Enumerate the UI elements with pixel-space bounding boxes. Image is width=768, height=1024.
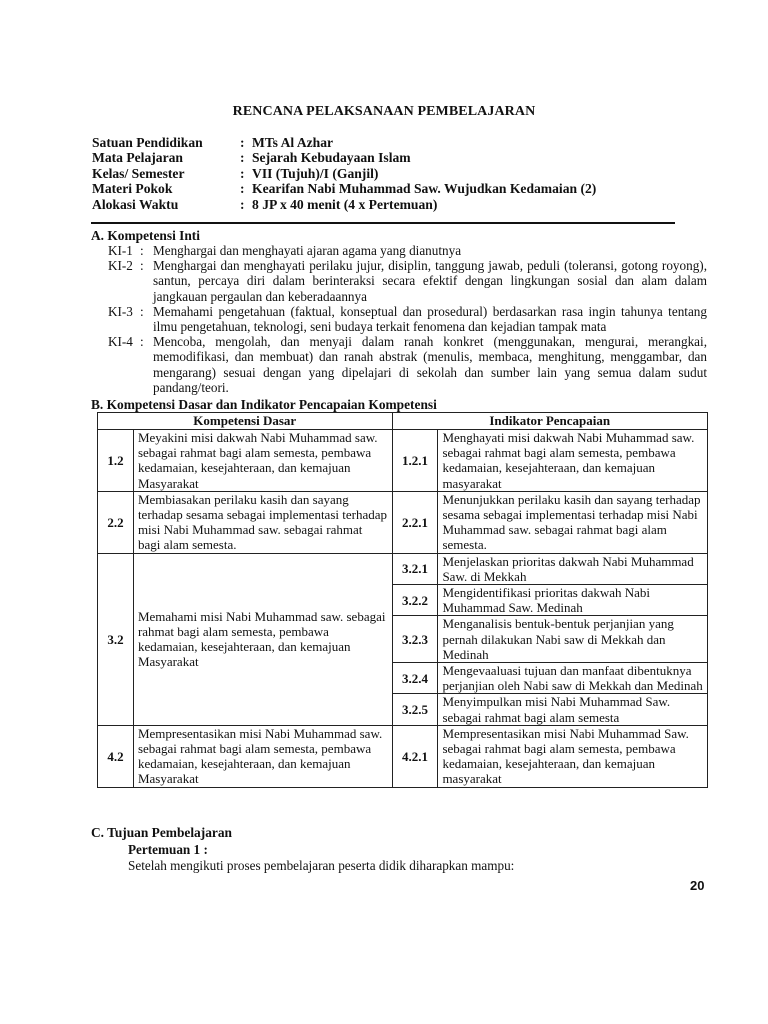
- page-number: 20: [690, 878, 705, 893]
- ki-code: KI-4: [108, 334, 133, 350]
- meta-value: Kearifan Nabi Muhammad Saw. Wujudkan Kedamaian (2): [252, 181, 597, 197]
- indicator-code: 3.2.5: [392, 694, 438, 725]
- indicator-code: 3.2.4: [392, 663, 438, 694]
- header-kompetensi-dasar: Kompetensi Dasar: [98, 413, 393, 430]
- ki-item: [108, 334, 708, 395]
- ki-code: KI-3: [108, 303, 133, 319]
- kd-text: Meyakini misi dakwah Nabi Muhammad saw. sebagai rahmat bagi alam semesta, pembawa kedamaian, kesejahteraan, dan kemajuan Masyarakat: [133, 430, 392, 492]
- indicator-text: Mengidentifikasi prioritas dakwah Nabi Muhammad Saw. Medinah: [438, 585, 708, 616]
- meta-row-mapel: [92, 150, 692, 165]
- meta-label: Mata Pelajaran: [92, 150, 183, 166]
- ki-colon: :: [140, 258, 144, 274]
- ki-item: [108, 304, 708, 334]
- kd-code: 3.2: [98, 553, 134, 725]
- indicator-text: Mempresentasikan misi Nabi Muhammad Saw. sebagai rahmat bagi alam semesta, pembawa kedamaian, kesejahteraan, dan kemajuan masyarakat: [438, 725, 708, 787]
- meta-colon: :: [240, 196, 245, 212]
- indicator-text: Menunjukkan perilaku kasih dan sayang terhadap sesama sebagai implementasi terhadap misi Nabi Muhammad saw. sebagai rahmat bagi alam semesta.: [438, 491, 708, 553]
- ki-colon: :: [140, 334, 144, 350]
- section-heading-b: B. Kompetensi Dasar dan Indikator Pencapaian Kompetensi: [91, 397, 437, 412]
- ki-colon: :: [140, 303, 144, 319]
- meta-value: Sejarah Kebudayaan Islam: [252, 150, 411, 166]
- meta-value: 8 JP x 40 menit (4 x Pertemuan): [252, 196, 438, 212]
- kd-code: 1.2: [98, 430, 134, 492]
- indicator-code: 3.2.3: [392, 616, 438, 663]
- ki-text: Mencoba, mengolah, dan menyaji dalam ranah konkret (menggunakan, mengurai, merangkai, memodifikasi, dan membuat) dan ranah abstrak (menulis, membaca, menghitung, menggambar, dan mengarang) sesuai dengan yang dipelajari di sekolah dan sumber lain yang semua dalam sudut pandang/teori.: [153, 334, 707, 395]
- section-heading-c: C. Tujuan Pembelajaran: [91, 825, 232, 840]
- indicator-text: Menjelaskan prioritas dakwah Nabi Muhammad Saw. di Mekkah: [438, 553, 708, 584]
- ki-text: Memahami pengetahuan (faktual, konseptual dan prosedural) berdasarkan rasa ingin tahunya tentang ilmu pengetahuan, teknologi, seni budaya terkait fenomena dan kejadian tampak mata: [153, 303, 707, 335]
- table-row: [98, 553, 708, 584]
- ki-item: [108, 258, 708, 304]
- table-header-row: [98, 413, 708, 430]
- indicator-code: 2.2.1: [392, 491, 438, 553]
- meta-label: Alokasi Waktu: [92, 196, 179, 212]
- table-row: [98, 430, 708, 492]
- pertemuan-label: Pertemuan 1 :: [128, 842, 208, 857]
- meta-label: Materi Pokok: [92, 181, 173, 197]
- indicator-code: 3.2.2: [392, 585, 438, 616]
- ki-colon: :: [140, 243, 144, 258]
- table-row: [98, 725, 708, 787]
- kd-indicator-table: [97, 412, 708, 788]
- section-heading-a: A. Kompetensi Inti: [91, 228, 200, 243]
- ki-code: KI-1: [108, 243, 133, 258]
- ki-code: KI-2: [108, 258, 133, 274]
- table-row: [98, 491, 708, 553]
- meta-colon: :: [240, 181, 245, 197]
- indicator-text: Menyimpulkan misi Nabi Muhammad Saw. sebagai rahmat bagi alam semesta: [438, 694, 708, 725]
- indicator-code: 3.2.1: [392, 553, 438, 584]
- indicator-text: Menganalisis bentuk-bentuk perjanjian yang pernah dilakukan Nabi saw di Mekkah dan Medinah: [438, 616, 708, 663]
- indicator-text: Mengevaaluasi tujuan dan manfaat dibentuknya perjanjian oleh Nabi saw di Mekkah dan Medinah: [438, 663, 708, 694]
- ki-text: Menghargai dan menghayati perilaku jujur, disiplin, tanggung jawab, peduli (toleransi, gotong royong), santun, percaya diri dalam berinteraksi secara efektif dengan lingkungan sosial dan alam dalam jangkauan pergaulan dan keberadaannya: [153, 258, 707, 304]
- meta-row-kelas: [92, 166, 692, 181]
- divider-line: [91, 222, 675, 224]
- meta-label: Satuan Pendidikan: [92, 135, 203, 150]
- kd-code: 2.2: [98, 491, 134, 553]
- meta-colon: :: [240, 150, 245, 166]
- meta-value: VII (Tujuh)/I (Ganjil): [252, 165, 379, 181]
- meta-label: Kelas/ Semester: [92, 165, 185, 181]
- ki-text: Menghargai dan menghayati ajaran agama yang dianutnya: [153, 243, 462, 258]
- pertemuan-text: Setelah mengikuti proses pembelajaran peserta didik diharapkan mampu:: [128, 858, 515, 873]
- meta-colon: :: [240, 135, 245, 150]
- meta-row-materi: [92, 181, 692, 196]
- ki-item: [108, 243, 708, 258]
- indicator-code: 4.2.1: [392, 725, 438, 787]
- kompetensi-inti-list: [108, 243, 708, 395]
- meta-value: MTs Al Azhar: [252, 135, 334, 150]
- indicator-text: Menghayati misi dakwah Nabi Muhammad saw. sebagai rahmat bagi alam semesta, pembawa kedamaian, kesejahteraan, dan kemajuan masyarakat: [438, 430, 708, 492]
- page-title: RENCANA PELAKSANAAN PEMBELAJARAN: [232, 104, 536, 119]
- meta-colon: :: [240, 165, 245, 181]
- identity-block: [92, 135, 692, 212]
- kd-text: Memahami misi Nabi Muhammad saw. sebagai rahmat bagi alam semesta, pembawa kedamaian, kesejahteraan, dan kemajuan Masyarakat: [133, 553, 392, 725]
- kd-code: 4.2: [98, 725, 134, 787]
- meta-row-satuan: [92, 135, 692, 150]
- kd-text: Mempresentasikan misi Nabi Muhammad saw. sebagai rahmat bagi alam semesta, pembawa kedamaian, kesejahteraan, dan kemajuan Masyarakat: [133, 725, 392, 787]
- header-indikator: Indikator Pencapaian: [392, 413, 708, 430]
- meta-row-alokasi: [92, 197, 692, 212]
- indicator-code: 1.2.1: [392, 430, 438, 492]
- kd-text: Membiasakan perilaku kasih dan sayang terhadap sesama sebagai implementasi terhadap misi Nabi Muhammad saw. sebagai rahmat bagi alam semesta.: [133, 491, 392, 553]
